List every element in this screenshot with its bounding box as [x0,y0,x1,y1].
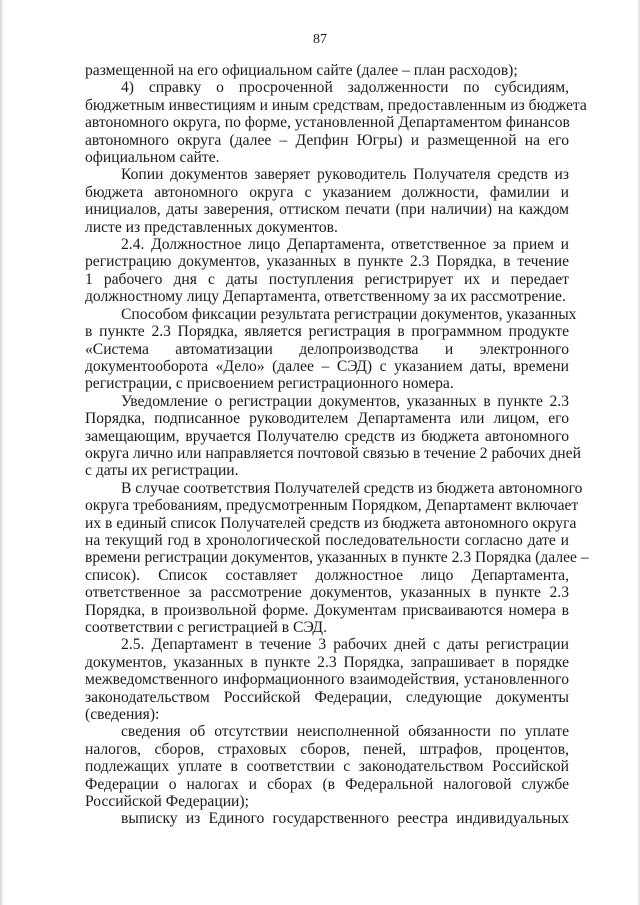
text-line: должностному лицу Департамента, ответственному за их рассмотрение. [85,288,566,306]
paragraph [85,479,589,637]
text-line: Способом фиксации результата регистрации документов, указанных [121,305,577,323]
text-line: документооборота «Дело» (далее – СЭД) с указанием даты, времени [85,357,569,375]
text-line: список). Список составляет должностное лицо Департамента, [85,566,569,584]
paragraph [85,723,569,810]
text-line: межведомственного информационного взаимодействия, установленного [85,671,569,689]
paragraph [85,305,577,393]
text-line: 2.4. Должностное лицо Департамента, ответственное за прием и [121,236,569,254]
text-line: (сведения): [85,706,160,724]
text-line: документов, указанных в пункте 2.3 Порядка, запрашивает в порядке [85,653,569,671]
text-line: листе из представленных документов. [85,218,338,236]
text-line: округа лично или направляется почтовой связью в течение 2 рабочих дней [85,444,581,462]
text-line: 1 рабочего дня с даты поступления регистрирует их и передает [85,270,569,288]
text-line: автономного округа, по форме, установленной Департаментом финансов [85,114,570,132]
text-line: размещенной на его официальном сайте (далее – план расходов); [85,62,518,79]
paragraph [85,392,581,480]
text-line: Порядка, подписанное руководителем Департамента или лицом, его [85,410,569,428]
text-line: регистрации, с присвоением регистрационного номера. [85,375,454,393]
paragraph [85,62,569,79]
paragraph [85,636,569,723]
text-line: соответствии с регистрацией в СЭД. [85,619,327,636]
text-line: автономного округа (далее – Депфин Югры) и размещенной на его [85,131,569,149]
document-body [85,62,589,828]
paragraph [85,236,569,306]
text-line: Уведомление о регистрации документов, указанных в пункте 2.3 [121,392,569,410]
text-line: Копии документов заверяет руководитель Получателя средств из [121,166,569,184]
paragraph [85,166,569,236]
text-line: на текущий год в хронологической последовательности согласно дате и [85,531,569,549]
text-line: бюджетным инвестициям и иным средствам, предоставленным из бюджета [85,96,587,114]
text-line: законодательством Российской Федерации, следующие документы [85,688,569,706]
text-line: В случае соответствия Получателей средств из бюджета автономного [121,479,583,497]
text-line: подлежащих уплате в соответствии с законодательством Российской [85,758,569,776]
text-line: в пункте 2.3 Порядка, является регистрация в программном продукте [85,323,569,341]
text-line: сведения об отсутствии неисполненной обязанности по уплате [121,723,569,741]
paragraph [85,79,587,167]
scan-edge-left [0,0,4,905]
text-line: с даты их регистрации. [85,462,239,480]
text-line: 2.5. Департамент в течение 3 рабочих дней с даты регистрации [121,636,569,654]
text-line: ответственное за рассмотрение документов, указанных в пункте 2.3 [85,584,569,602]
text-line: их в единый список Получателей средств из бюджета автономного округа [85,514,577,532]
text-line: регистрацию документов, указанных в пункте 2.3 Порядка, в течение [85,253,569,271]
text-line: бюджета автономного округа с указанием должности, фамилии и [85,183,569,201]
text-line: «Система автоматизации делопроизводства и электронного [85,340,569,358]
text-line: времени регистрации документов, указанных в пункте 2.3 Порядка (далее – [85,549,589,567]
page-number: 87 [313,32,327,47]
text-line: замещающим, вручается Получателю средств из бюджета автономного [85,427,569,445]
text-line: Порядка, в произвольной форме. Документам присваиваются номера в [85,601,569,619]
text-line: Федерации о налогах и сборах (в Федеральной налоговой службе [85,775,569,793]
text-line: налогов, сборов, страховых сборов, пеней, штрафов, процентов, [85,740,569,758]
text-line: официальном сайте. [85,149,220,167]
text-line: выписку из Единого государственного реестра индивидуальных [121,810,569,828]
text-line: 4) справку о просроченной задолженности по субсидиям, [121,79,569,97]
text-line: округа требованиям, предусмотренным Порядком, Департамент включает [85,497,579,515]
paragraph [85,810,569,827]
text-line: инициалов, даты заверения, оттиском печати (при наличии) на каждом [85,201,569,219]
text-line: Российской Федерации); [85,793,249,811]
